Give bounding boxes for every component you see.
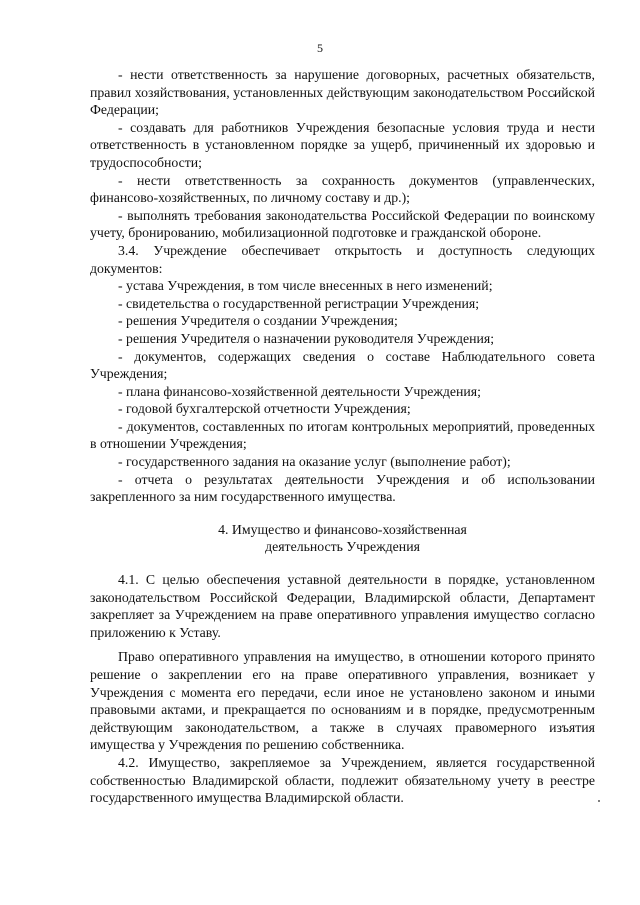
document-list-item: - решения Учредителя о назначении руководителя Учреждения; <box>118 330 495 346</box>
section-4-heading-line: деятельность Учреждения <box>265 539 420 555</box>
document-list-item: - государственного задания на оказание услуг (выполнение работ); <box>118 454 511 470</box>
document-list-item: - решения Учредителя о создании Учреждения; <box>118 313 398 329</box>
clause-4-1-paragraph: Право оперативного управления на имущество, в отношении которого принято решение о закреплении его на праве оперативного управления, возникает у Учреждения с момента его передачи, если иное не установлено законом и иными правовыми актами, и прекращается по основаниям и в порядке, предусмотренным действующим законодательством, а также в случаях правомерного изъятия имущества у Учреждения по решению собственника. <box>90 649 595 753</box>
document-list-item: - документов, содержащих сведения о составе Наблюдательного совета Учреждения; <box>90 348 595 382</box>
page-number: 5 <box>317 41 323 55</box>
clause-3-4: 3.4. Учреждение обеспечивает открытость и доступность следующих документов: <box>90 242 595 276</box>
duty-item: - нести ответственность за сохранность документов (управленческих, финансово-хозяйственных, по личному составу и др.); <box>90 172 595 206</box>
document-list-item: - устава Учреждения, в том числе внесенных в него изменений; <box>118 278 493 294</box>
clause-4-1: 4.1. С целью обеспечения уставной деятельности в порядке, установленном законодательством Российской Федерации, Владимирской области, Департамент закрепляет за Учреждением на праве оперативного управления имущество согласно приложению к Уставу. <box>90 572 595 640</box>
scan-speck <box>598 800 600 802</box>
document-list-item: - отчета о результатах деятельности Учреждения и об использовании закрепленного за ним государственного имущества. <box>90 471 595 505</box>
document-list-item: - документов, составленных по итогам контрольных мероприятий, проведенных в отношении Учреждения; <box>90 418 595 452</box>
clause-4-2: 4.2. Имущество, закрепляемое за Учреждением, является государственной собственностью Владимирской области, подлежит обязательному учету в реестре государственного имущества Владимирской области. <box>90 754 595 806</box>
document-body <box>90 66 595 807</box>
document-list-item: - свидетельства о государственной регистрации Учреждения; <box>118 295 480 311</box>
document-list-item: - плана финансово-хозяйственной деятельности Учреждения; <box>118 383 481 399</box>
section-4-heading <box>90 521 595 556</box>
duty-item: - нести ответственность за нарушение договорных, расчетных обязательств, правил хозяйствования, установленных действующим законодательством Российской Федерации; <box>90 67 595 118</box>
duty-item: - выполнять требования законодательства Российской Федерации по воинскому учету, бронированию, мобилизационной подготовке и гражданской обороне. <box>90 207 595 241</box>
duty-item: - создавать для работников Учреждения безопасные условия труда и нести ответственность в установленном порядке за ущерб, причиненный их здоровью и трудоспособности; <box>90 119 595 170</box>
document-list-item: - годовой бухгалтерской отчетности Учреждения; <box>118 401 411 417</box>
section-4-heading-line: 4. Имущество и финансово-хозяйственная <box>218 521 467 537</box>
